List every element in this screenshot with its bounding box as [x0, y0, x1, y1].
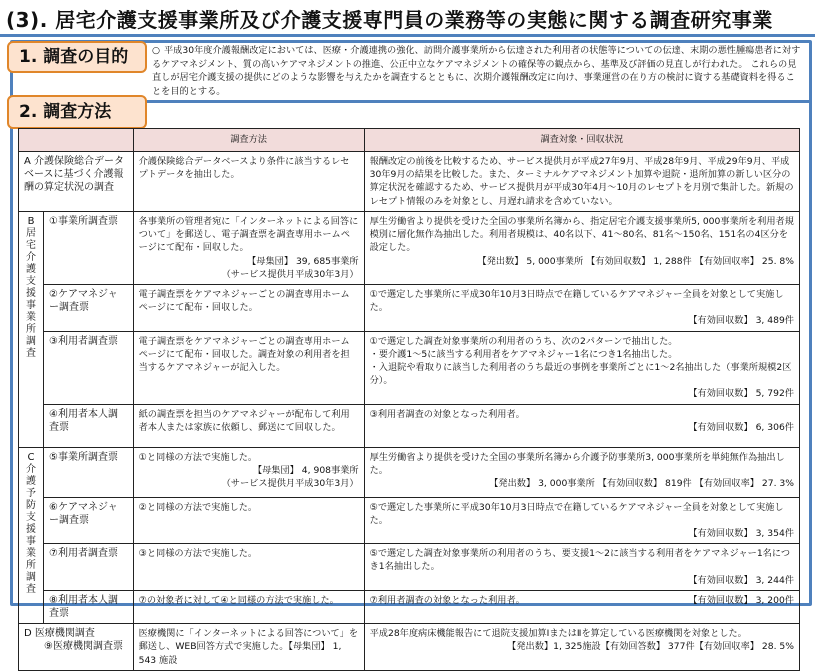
- row-c8-name: ⑧利用者本人調査票: [44, 590, 134, 623]
- row-d-name: D 医療機関調査 ⑨医療機関調査票: [19, 624, 134, 671]
- row-b4-method: 紙の調査票を担当のケアマネジャーが配布して利用者本人または家族に依頼し、郵送にて回収した。: [133, 404, 364, 447]
- row-b2-method: 電子調査票をケアマネジャーごとの調査専用ホームページにて配布・回収した。: [133, 285, 364, 332]
- row-a-method: 介護保険総合データベースより条件に該当するレセプトデータを抽出した。: [133, 152, 364, 212]
- row-c5-name: ⑤事業所調査票: [44, 447, 134, 497]
- row-c8-method: ⑦の対象者に対して④と同様の方法で実施した。: [133, 590, 364, 623]
- table-row: [19, 544, 800, 591]
- row-b2-name: ②ケアマネジャー調査票: [44, 285, 134, 332]
- method-heading: 2. 調査方法: [7, 95, 147, 129]
- row-d-target: 平成28年度病床機能報告にて退院支援加算ⅠまたはⅡを算定している医療機関を対象とした。 【発出数】1, 325施設【有効回答数】 377件【有効回収率】 28. 5%: [364, 624, 799, 671]
- table-row: [19, 447, 800, 497]
- purpose-text: 平成30年度介護報酬改定においては、医療・介護連携の強化、訪問介護事業所から伝達された利用者の状態等についての伝達、末期の悪性腫瘍患者に対するケアマネジメント、質の高いケアマネジメントの推進、公正中立なケアマネジメントの確保等の観点から、基準及び評価の見直しが行われた。 これらの見直しが居宅介護支援の提供にどのような影響を与えたかを調査するとともに、次期介護報酬改定に向け、事業運営の在り方の検討に資する基礎資料を得ることを目的とする。: [152, 45, 801, 97]
- table-row: [19, 212, 800, 285]
- table-row: [19, 152, 800, 212]
- row-b3-target: ①で選定した調査対象事業所の利用者のうち、次の2パターンで抽出した。 ・要介護1～5に該当する利用者をケアマネジャー1名につき1名抽出した。 ・入退院や看取りに該当した利用者のうち最近の事例を事業所ごとに1～2名抽出した（事業所規模2区分）。 【有効回収数】 5, 792件: [364, 331, 799, 404]
- row-d-method: 医療機関に「インターネットによる回答について」を郵送し、WEB回答方式で実施した。【母集団】 1, 543 施設: [133, 624, 364, 671]
- row-b1-target: 厚生労働省より提供を受けた全国の事業所名簿から、指定居宅介護支援事業所5, 000事業所を利用者規模別に層化無作為抽出した。利用者規模は、40名以下、41～80名、81名～150名、151名の4区分を設定した。 【発出数】 5, 000事業所 【有効回収数】 1, 288件 【有効回収率】 25. 8%: [364, 212, 799, 285]
- purpose-heading: 1. 調査の目的: [7, 41, 147, 73]
- table-row: [19, 497, 800, 544]
- page-title: (3). 居宅介護支援事業所及び介護支援専門員の業務等の実態に関する調査研究事業: [6, 8, 773, 32]
- row-a-name: A 介護保険総合データベースに基づく介護報酬の算定状況の調査: [19, 152, 134, 212]
- table-row: [19, 285, 800, 332]
- row-b3-method: 電子調査票をケアマネジャーごとの調査専用ホームページにて配布・回収した。調査対象の利用者を担当するケアマネジャーが記入した。: [133, 331, 364, 404]
- row-b4-target: ③利用者調査の対象となった利用者。 【有効回収数】 6, 306件: [364, 404, 799, 447]
- circle-bullet-icon: ○: [152, 45, 161, 56]
- row-b1-name: ①事業所調査票: [44, 212, 134, 285]
- row-b3-name: ③利用者調査票: [44, 331, 134, 404]
- purpose-text-block: [152, 44, 802, 98]
- row-c6-name: ⑥ケアマネジャー調査票: [44, 497, 134, 544]
- row-a-target: 報酬改定の前後を比較するため、サービス提供月が平成27年9月、平成28年9月、平成29年9月、平成30年9月の結果を比較した。また、ターミナルケアマネジメント加算や退院・退所加算の新しい区分の算定状況を確認するため、サービス提供月が平成30年4月～10月のレセプトを月別で集計した。新規のレセプト情報のみを対象とし、月遅れ請求を含めていない。: [364, 152, 799, 212]
- row-c7-name: ⑦利用者調査票: [44, 544, 134, 591]
- table-header-row: [19, 129, 800, 152]
- row-c7-target: ⑤で選定した調査対象事業所の利用者のうち、要支援1～2に該当する利用者をケアマネジャー1名につき1名抽出した。 【有効回収数】 3, 244件: [364, 544, 799, 591]
- table-row: [19, 590, 800, 623]
- header-blank: [19, 129, 134, 152]
- table-row: [19, 624, 800, 671]
- row-c5-target: 厚生労働省より提供を受けた全国の事業所名簿から介護予防事業所3, 000事業所を単純無作為抽出した。 【発出数】 3, 000事業所 【有効回収数】 819件 【有効回収率】 27. 3%: [364, 447, 799, 497]
- group-c-label: C 介護予防支援事業所調査: [19, 447, 44, 624]
- table-row: [19, 331, 800, 404]
- title-divider: [0, 34, 815, 37]
- header-method: 調査方法: [133, 129, 364, 152]
- row-b2-target: ①で選定した事業所に平成30年10月3日時点で在籍しているケアマネジャー全員を対象として実施した。 【有効回収数】 3, 489件: [364, 285, 799, 332]
- row-c6-target: ⑤で選定した事業所に平成30年10月3日時点で在籍しているケアマネジャー全員を対象として実施した。 【有効回収数】 3, 354件: [364, 497, 799, 544]
- row-c5-method: ①と同様の方法で実施した。 【母集団】 4, 908事業所 （サービス提供月平成30年3月）: [133, 447, 364, 497]
- row-c8-target: ⑦利用者調査の対象となった利用者。 【有効回収数】 3, 200件: [364, 590, 799, 623]
- group-b-label: B 居宅介護支援事業所調査: [19, 212, 44, 448]
- header-target: 調査対象・回収状況: [364, 129, 799, 152]
- survey-method-table: [18, 128, 800, 671]
- row-c6-method: ②と同様の方法で実施した。: [133, 497, 364, 544]
- table-row: [19, 404, 800, 447]
- row-b1-method: 各事業所の管理者宛に「インターネットによる回答について」を郵送し、電子調査票を調査専用ホームページにて配布・回収した。 【母集団】 39, 685事業所 （サービス提供月平成30年3月）: [133, 212, 364, 285]
- row-b4-name: ④利用者本人調査票: [44, 404, 134, 447]
- row-c7-method: ③と同様の方法で実施した。: [133, 544, 364, 591]
